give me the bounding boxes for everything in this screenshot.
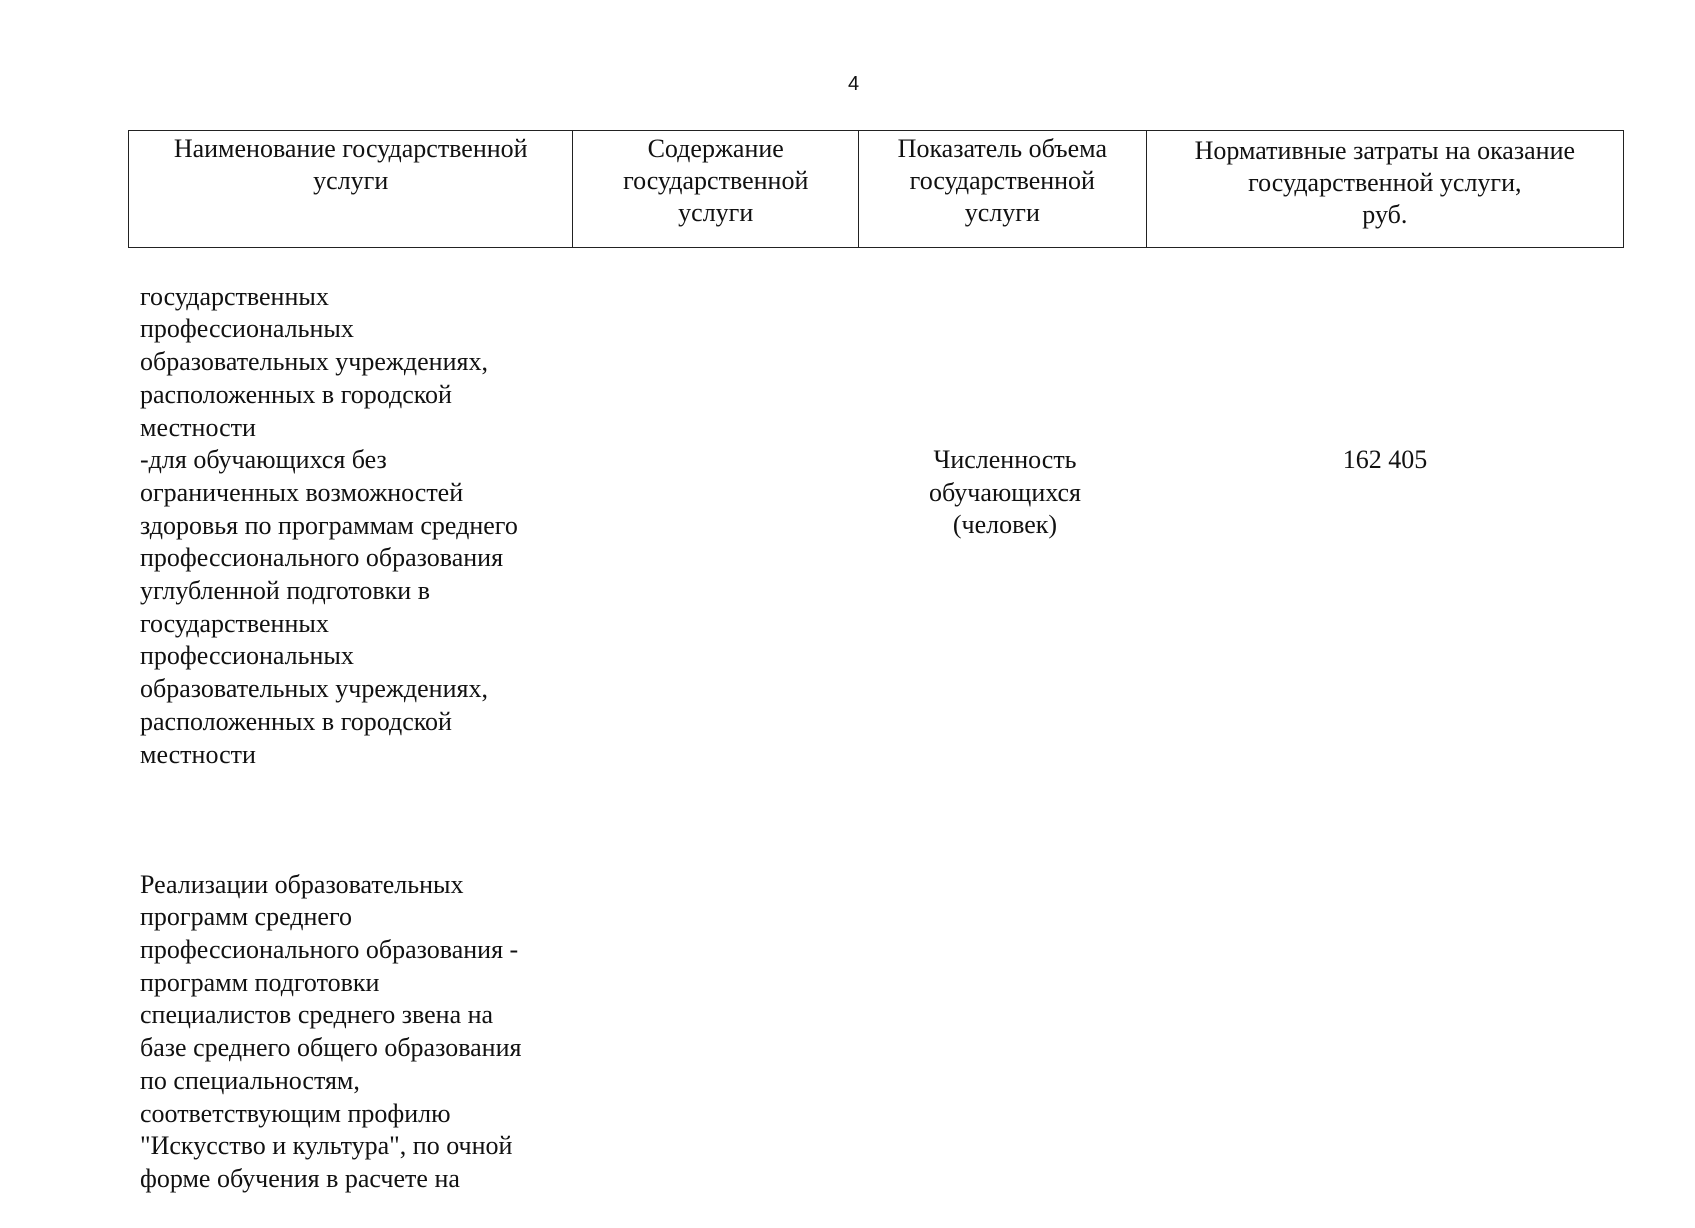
header-service-content: Содержание государственной услуги <box>573 131 859 247</box>
service-name-text-2: Реализации образовательных программ среднего профессионального образования - программ подготовки специалистов среднего звена на базе среднего общего образования по специальностям, соответствующим профилю "Искусство и культура", по очной форме обучения в расчете на <box>140 869 522 1193</box>
header-normative-cost: Нормативные затраты на оказание государственной услуги, руб. <box>1194 136 1576 229</box>
header-volume-indicator: Показатель объема государственной услуги <box>859 131 1147 247</box>
normative-cost-cell: 162 405 <box>1342 445 1428 474</box>
service-name-cell <box>140 248 580 1228</box>
header-service-name: Наименование государственной услуги <box>129 131 573 247</box>
service-name-text-1: государственных профессиональных образовательных учреждениях, расположенных в городской местности -для обучающихся без ограниченных возможностей здоровья по программам среднего профессионального образования углубленной подготовки в государственных профессиональных образовательных учреждениях, расположенных в городской местности <box>140 281 518 769</box>
volume-indicator-cell: Численность обучающихся (человек) <box>929 445 1081 540</box>
paragraph-gap <box>140 804 580 836</box>
table-header <box>128 130 1624 248</box>
page-number: 4 <box>848 73 860 95</box>
